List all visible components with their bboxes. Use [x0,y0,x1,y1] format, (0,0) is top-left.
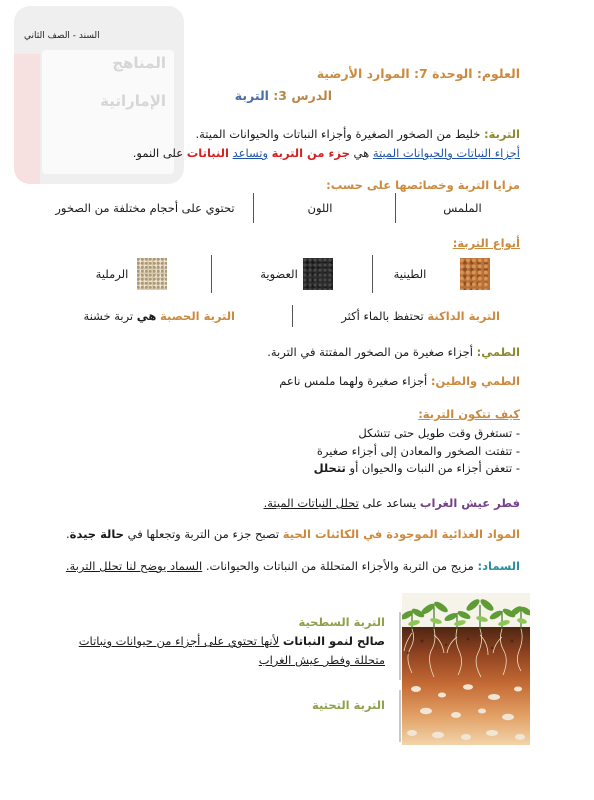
soil-note-dark-term: التربة الداكنة [427,309,500,323]
properties-heading: مزايا التربة وخصائصها على حسب: [326,178,520,192]
compost-underlined: السماد يوضح لنا تحلل التربة. [65,559,203,573]
soil-types-heading-text: أنواع التربة: [452,236,520,250]
mushroom-line [8,495,520,511]
definition-text: خليط من الصخور الصغيرة وأجزاء النباتات والحيوانات الميتة. [195,127,481,141]
mushroom-underlined: تحلل النباتات الميتة. [263,496,359,510]
lesson-prefix: الدرس 3: [273,88,332,103]
compost-term: السماد: [477,559,520,573]
soil-note-dark [300,308,500,324]
nutrients-line [8,526,520,542]
silt-clay-term: الطمي والطين: [430,374,520,388]
property-divider [395,193,396,223]
soil-type-sandy-label: الرملية [95,267,129,281]
formation-item: - تتفتت الصخور والمعادن إلى أجزاء صغيرة [316,444,520,458]
nutrients-text: تصبح جزء من التربة وتجعلها في [127,527,280,541]
definition-term: التربة: [484,127,520,141]
compost-text: مزيج من التربة والأجزاء المتحللة من النباتات والحيوانات. [205,559,474,573]
organic-soil-image [303,258,333,290]
formation-item-text: - تتعفن أجزاء من النبات والحيوان أو [349,461,520,475]
topsoil-description-line2 [55,652,385,668]
topsoil-description-line2-text: متحللة وفطر عيش الغراب [258,653,385,667]
soil-type-clay-label: الطينية [393,267,427,281]
topsoil-description-bold: صالح لنمو النباتات [282,634,385,648]
organic-parts-verb: هي [353,146,370,160]
soil-type-divider [372,255,373,293]
soil-note-gravel-term: التربة الحصبة [160,309,235,323]
topsoil-description-text: لأنها تحتوي على أجزاء من حيوانات ونباتات [78,634,280,648]
soil-note-gravel-verb: هي [136,309,157,323]
compost-line [8,558,520,574]
nutrients-end: . [66,527,70,541]
clay-soil-image [460,258,490,290]
silt-clay-line [8,373,520,389]
subsoil-label: التربة التحتية [311,698,385,712]
property-rock-sizes: تحتوي على أحجام مختلفة من الصخور [55,201,235,215]
soil-types-heading [8,235,520,251]
definition-line [8,126,520,142]
sandy-soil-image [137,258,167,290]
organic-parts-subject: أجزاء النباتات والحيوانات الميتة [372,146,520,160]
property-color: اللون [307,201,333,215]
mushroom-text: يساعد على [362,496,417,510]
organic-parts-helps: وتساعد [232,146,268,160]
property-divider [253,193,254,223]
soil-note-divider [292,305,293,327]
silt-clay-text: أجزاء صغيرة ولهما ملمس ناعم [279,374,428,388]
formation-heading [8,406,520,422]
unit-title: العلوم: الوحدة 7: الموارد الأرضية [316,66,520,81]
formation-heading-text: كيف تتكون التربة: [418,407,520,421]
silt-term: الطمي: [476,345,520,359]
formation-item: - تستغرق وقت طويل حتى تتشكل [358,426,520,440]
formation-item-bold: تتحلل [313,461,346,475]
organic-parts-highlight: جزء من التربة [271,146,350,160]
silt-line [8,344,520,360]
nutrients-term: المواد الغذائية الموجودة في الكائنات الحية [282,527,520,541]
soil-note-gravel [65,308,235,324]
watermark-text-line1: المناهج [112,54,166,72]
subsoil-bracket [399,690,401,742]
soil-type-organic-label: العضوية [260,267,298,281]
organic-parts-plants: النباتات [186,146,229,160]
nutrients-bold: حالة جيدة [69,527,124,541]
lesson-name: التربة [234,88,269,103]
lesson-title [132,88,332,104]
property-texture: الملمس [443,201,482,215]
formation-item [8,460,520,476]
soil-note-gravel-text: تربة خشنة [83,309,134,323]
organic-parts-line [8,145,520,161]
watermark-text-line2: الإماراتية [100,92,166,110]
topsoil-description [55,633,385,649]
soil-type-divider [211,255,212,293]
topsoil-label: التربة السطحية [298,615,385,629]
soil-layers-image [402,593,530,745]
organic-parts-end: على النمو. [132,146,184,160]
topsoil-bracket [399,612,401,680]
mushroom-term: فطر عيش الغراب [419,496,520,510]
soil-note-dark-text: تحتفظ بالماء أكثر [341,309,424,323]
silt-text: أجزاء صغيرة من الصخور المفتتة في التربة. [267,345,473,359]
class-label: السند - الصف الثاني [24,31,100,41]
soil-layers-figure [402,593,530,745]
